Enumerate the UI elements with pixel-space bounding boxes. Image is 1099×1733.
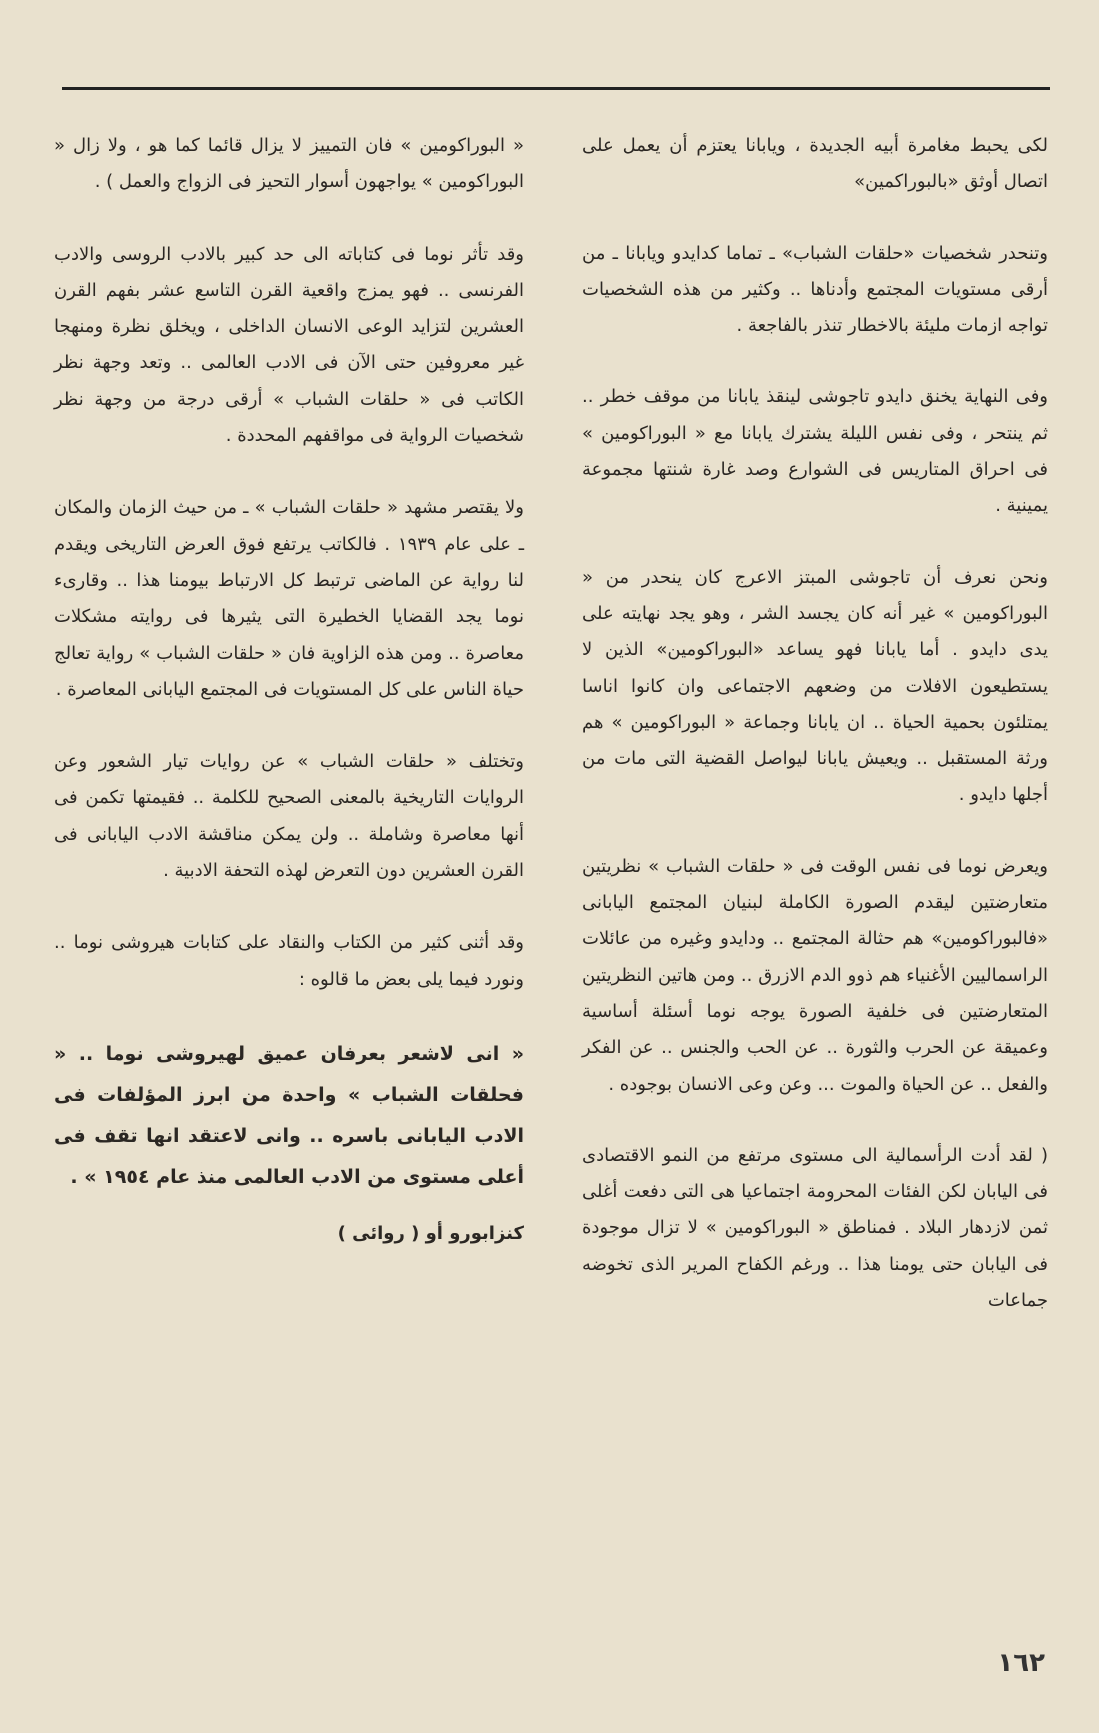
paragraph: وفى النهاية يخنق دايدو تاجوشى لينقذ يابانا من موقف خطر .. ثم ينتحر ، وفى نفس الليلة يشترك يابانا مع « البوراكومين » فى احراق المتاريس فى الشوارع وصد غارة شنتها مجموعة يمينية . xyxy=(582,386,1048,517)
paragraph: وتختلف « حلقات الشباب » عن روايات تيار الشعور وعن الروايات التاريخية بالمعنى الصحيح للكلمة .. فقيمتها تكمن فى أنها معاصرة وشاملة .. ولن يمكن مناقشة الادب اليابانى فى القرن العشرين دون التعرض لهذه التحفة الادبية . xyxy=(54,751,524,882)
left-column xyxy=(54,128,524,1252)
top-rule xyxy=(62,87,1050,90)
paragraph: وتنحدر شخصيات «حلقات الشباب» ـ تماما كدايدو ويابانا ـ من أرقى مستويات المجتمع وأدناها .. وكثير من هذه الشخصيات تواجه ازمات مليئة بالاخطار تنذر بالفاجعة . xyxy=(582,242,1048,337)
paragraph: « البوراكومين » فان التمييز لا يزال قائما كما هو ، ولا زال « البوراكومين » يواجهون أسوار التحيز فى الزواج والعمل ) . xyxy=(54,135,524,193)
paragraph: ونحن نعرف أن تاجوشى المبتز الاعرج كان ينحدر من « البوراكومين » غير أنه كان يجسد الشر ، وهو يجد نهايته على يدى دايدو . أما يابانا فهو يساعد «البوراكومين» الذين لا يستطيعون الافلات من وضعهم الاجتماعى وان كانوا اناسا يمتلئون بحمية الحياة .. ان يابانا وجماعة « البوراكومين » هم ورثة المستقبل .. ويعيش يابانا ليواصل القضية التى مات من أجلها دايدو . xyxy=(582,566,1048,806)
paragraph: ويعرض نوما فى نفس الوقت فى « حلقات الشباب » نظريتين متعارضتين ليقدم الصورة الكاملة لبنيان المجتمع اليابانى «فالبوراكومين» هم حثالة المجتمع .. ودايدو وغيره من عائلات الراسماليين الأغنياء هم ذوو الدم الازرق .. ومن هاتين النظريتين المتعارضتين فى خلفية الصورة يوجه نوما أسئلة أساسية وعميقة عن الحرب والثورة .. عن الحب والجنس .. عن الفكر والفعل .. عن الحياة والموت ... وعن وعى الانسان بوجوده . xyxy=(582,855,1048,1095)
quote-signature: كنزابورو أو ( روائى ) xyxy=(337,1222,524,1244)
right-column xyxy=(582,128,1048,1354)
paragraph: وقد أثنى كثير من الكتاب والنقاد على كتابات هيروشى نوما .. ونورد فيما يلى بعض ما قالوه : xyxy=(54,932,524,990)
paragraph: ( لقد أدت الرأسمالية الى مستوى مرتفع من النمو الاقتصادى فى اليابان لكن الفئات المحرومة اجتماعيا هى التى دفعت أغلى ثمن لازدهار البلاد . فمناطق « البوراكومين » لا تزال موجودة فى اليابان حتى يومنا هذا .. ورغم الكفاح المرير الذى تخوضه جماعات xyxy=(582,1144,1048,1312)
paragraph: ولا يقتصر مشهد « حلقات الشباب » ـ من حيث الزمان والمكان ـ على عام ١٩٣٩ . فالكاتب يرتفع فوق العرض التاريخى ويقدم لنا رواية عن الماضى ترتبط كل الارتباط بيومنا هذا .. وقارىء نوما يجد القضايا الخطيرة التى يثيرها فى روايته مشكلات معاصرة .. ومن هذه الزاوية فان « حلقات الشباب » رواية تعالج حياة الناس على كل المستويات فى المجتمع اليابانى المعاصرة . xyxy=(54,497,524,700)
paragraph: وقد تأثر نوما فى كتاباته الى حد كبير بالادب الروسى والادب الفرنسى .. فهو يمزج واقعية القرن التاسع عشر بفهم القرن العشرين لتزايد الوعى الانسان الداخلى ، ويخلق نظرة ومنهجا غير معروفين حتى الآن فى الادب العالمى .. وتعد وجهة نظر الكاتب فى « حلقات الشباب » أرقى درجة من وجهة نظر شخصيات الرواية فى مواقفهم المحددة . xyxy=(54,243,524,447)
quote-block: « انى لاشعر بعرفان عميق لهيروشى نوما .. « فحلقات الشباب » واحدة من ابرز المؤلفات فى الادب اليابانى باسره .. وانى لاعتقد انها تقف فى أعلى مستوى من الادب العالمى منذ عام ١٩٥٤ » . xyxy=(54,1042,524,1188)
page-number: ١٦٢ xyxy=(997,1648,1045,1678)
paragraph: لكى يحبط مغامرة أبيه الجديدة ، ويابانا يعتزم أن يعمل على اتصال أوثق «بالبوراكمين» xyxy=(582,135,1048,193)
